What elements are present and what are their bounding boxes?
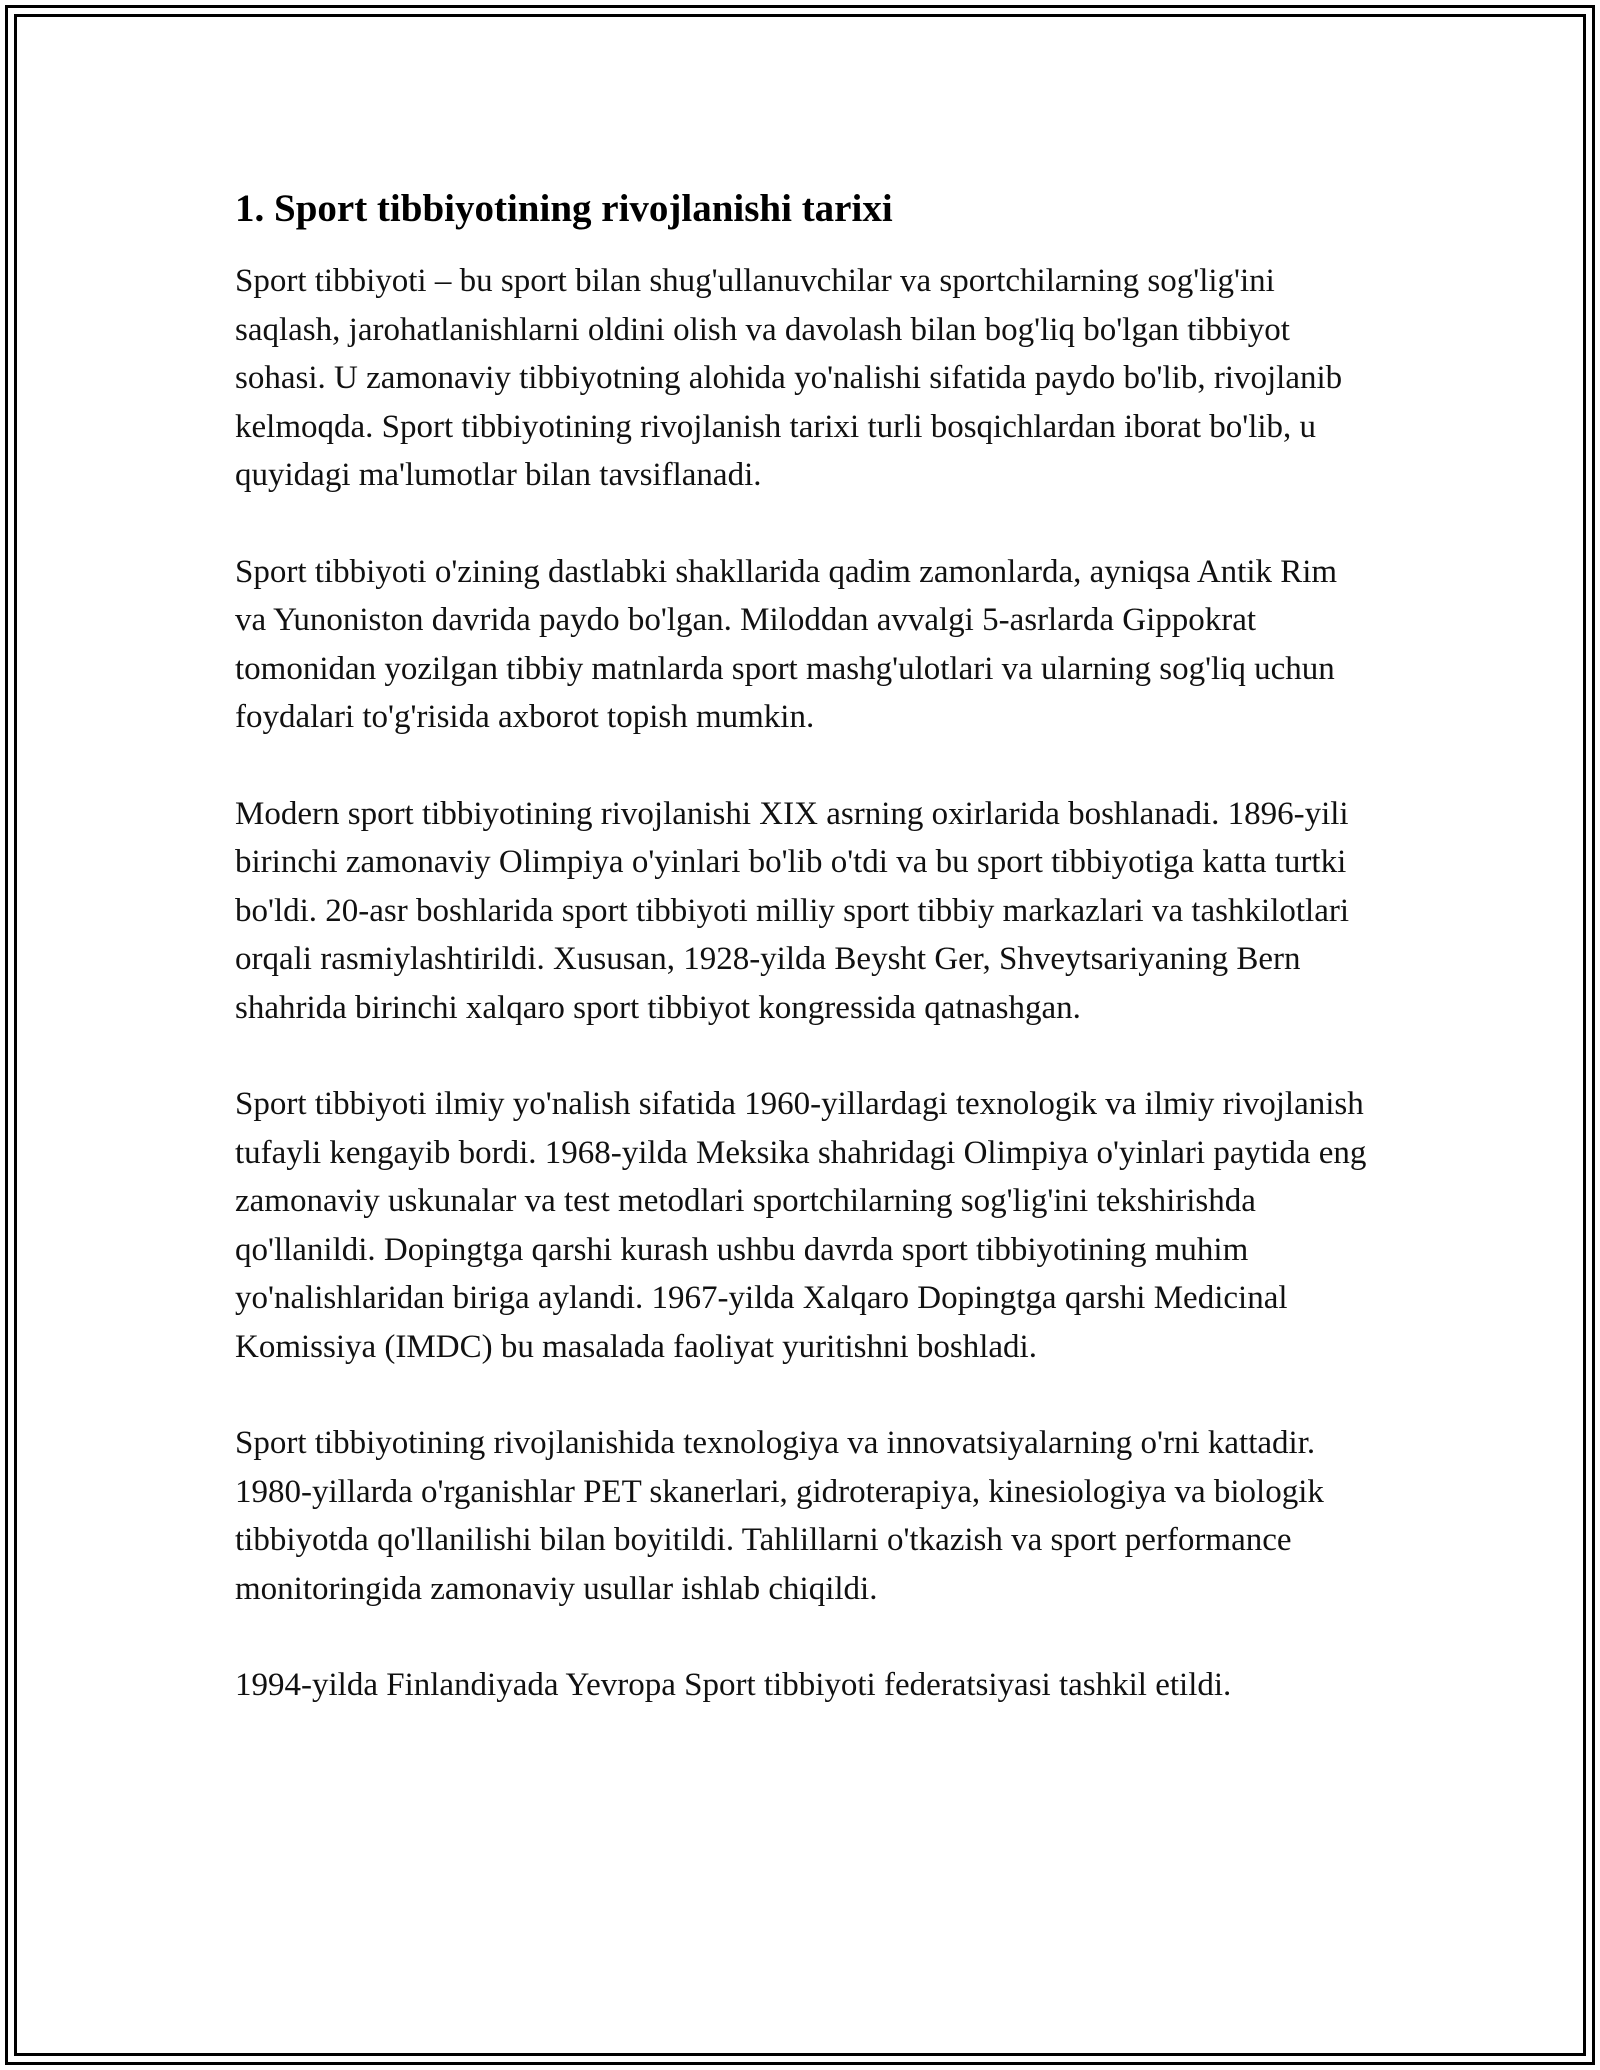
paragraph-modern-development: Modern sport tibbiyotining rivojlanishi XIX asrning oxirlarida boshlanadi. 1896-yili birinchi zamonaviy Olimpiya o'yinlari bo'lib o'tdi va bu sport tibbiyotiga katta turtki bo'ldi. 20-asr boshlarida sport tibbiyoti milliy sport tibbiy markazlari va tashkilotlari orqali rasmiylashtirildi. Xususan, 1928-yilda Beysht Ger, Shveytsariyaning Bern shahrida birinchi xalqaro sport tibbiyot kongressida qatnashgan. — [235, 795, 1350, 1026]
paragraph-european-federation: 1994-yilda Finlandiyada Yevropa Sport tibbiyoti federatsiyasi tashkil etildi. — [235, 1667, 1232, 1703]
paragraph-technology-innovation: Sport tibbiyotining rivojlanishida texnologiya va innovatsiyalarning o'rni kattadir. 1980-yillarda o'rganishlar PET skanerlari, gidroterapiya, kinesiologiya va biologik tibbiyotda qo'llanilishi bilan boyitildi. Tahlillarni o'tkazish va sport performance monitoringida zamonaviy usullar ishlab chiqildi. — [235, 1425, 1324, 1607]
paragraph-intro: Sport tibbiyoti – bu sport bilan shug'ullanuvchilar va sportchilarning sog'lig'ini saqlash, jarohatlanishlarni oldini olish va davolash bilan bog'liq bo'lgan tibbiyot sohasi. U zamonaviy tibbiyotning alohida yo'nalishi sifatida paydo bo'lib, rivojlanib kelmoqda. Sport tibbiyotining rivojlanish tarixi turli bosqichlardan iborat bo'lib, u quyidagi ma'lumotlar bilan tavsiflanadi. — [235, 263, 1343, 493]
paragraph-scientific-direction: Sport tibbiyoti ilmiy yo'nalish sifatida 1960-yillardagi texnologik va ilmiy rivojlanish tufayli kengayib bordi. 1968-yilda Meksika shahridagi Olimpiya o'yinlari paytida eng zamonaviy uskunalar va test metodlari sportchilarning sog'lig'ini tekshirishda qo'llanildi. Dopingtga qarshi kurash ushbu davrda sport tibbiyotining muhim yo'nalishlaridan biriga aylandi. 1967-yilda Xalqaro Dopingtga qarshi Medicinal Komissiya (IMDC) bu masalada faoliyat yuritishni boshladi. — [235, 1086, 1367, 1365]
document-body — [235, 185, 1370, 1758]
section-heading: 1. Sport tibbiyotining rivojlanishi tarixi — [235, 187, 893, 230]
paragraph-ancient-origins: Sport tibbiyoti o'zining dastlabki shakllarida qadim zamonlarda, ayniqsa Antik Rim va Yunoniston davrida paydo bo'lgan. Miloddan avvalgi 5-asrlarda Gippokrat tomonidan yozilgan tibbiy matnlarda sport mashg'ulotlari va ularning sog'liq uchun foydalari to'g'risida axborot topish mumkin. — [235, 553, 1338, 735]
